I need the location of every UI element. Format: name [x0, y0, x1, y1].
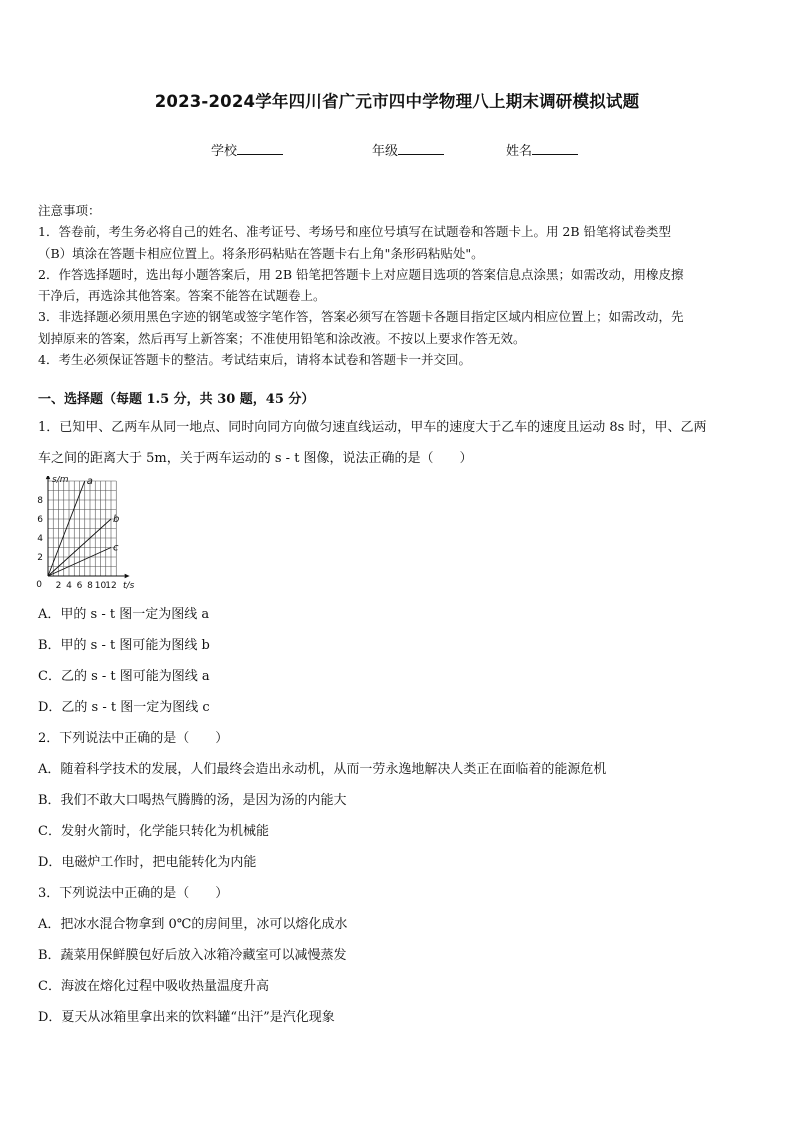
- q1-option-b[interactable]: B．甲的 s - t 图可能为图线 b: [38, 638, 210, 653]
- q1-stem-line1: 1．已知甲、乙两车从同一地点、同时向同方向做匀速直线运动，甲车的速度大于乙车的速度且运动 8s 时，甲、乙两: [38, 420, 707, 435]
- name-blank[interactable]: [532, 142, 578, 155]
- q3-option-d[interactable]: D．夏天从冰箱里拿出来的饮料罐“出汗”是汽化现象: [38, 1010, 335, 1025]
- chart-grid: [48, 481, 116, 576]
- q3-option-a[interactable]: A．把冰水混合物拿到 0℃的房间里，冰可以熔化成水: [38, 917, 348, 932]
- x-axis-arrow: [125, 574, 130, 578]
- notes-section: [38, 200, 760, 370]
- name-label: 姓名: [506, 144, 533, 159]
- school-label: 学校: [211, 144, 238, 159]
- q2-option-c[interactable]: C．发射火箭时，化学能只转化为机械能: [38, 824, 269, 839]
- x-tick-label: 10: [94, 581, 107, 591]
- y-tick-label: 6: [37, 515, 43, 525]
- q1-option-a[interactable]: A．甲的 s - t 图一定为图线 a: [38, 607, 210, 622]
- q1-option-d[interactable]: D．乙的 s - t 图一定为图线 c: [38, 700, 210, 715]
- x-tick-label: 2: [55, 581, 62, 591]
- x-tick-label: 4: [66, 581, 72, 591]
- school-blank[interactable]: [237, 142, 283, 155]
- notes-line: （B）填涂在答题卡相应位置上。将条形码粘贴在答题卡右上角"条形码粘贴处"。: [38, 245, 484, 261]
- q2-option-a[interactable]: A．随着科学技术的发展，人们最终会造出永动机，从而一劳永逸地解决人类正在面临着的能源危机: [38, 762, 607, 777]
- origin-label: 0: [36, 580, 42, 590]
- x-tick-label: 12: [105, 581, 117, 591]
- q1-option-c[interactable]: C．乙的 s - t 图可能为图线 a: [38, 669, 210, 684]
- y-axis-label: s/m: [52, 476, 69, 486]
- y-tick-label: 8: [37, 496, 43, 506]
- name-field: [506, 140, 578, 159]
- y-axis-arrow: [46, 476, 50, 479]
- notes-line: 2．作答选择题时，选出每小题答案后，用 2B 铅笔把答题卡上对应题目选项的答案信息点涂黑；如需改动，用橡皮擦: [38, 266, 684, 282]
- school-field: [211, 140, 283, 159]
- q3-option-c[interactable]: C．海波在熔化过程中吸收热量温度升高: [38, 979, 269, 994]
- x-tick-label: 6: [76, 581, 83, 591]
- q2-stem: 2．下列说法中正确的是（ ）: [38, 731, 229, 746]
- notes-line: 划掉原来的答案，然后再写上新答案；不准使用铅笔和涂改液。不按以上要求作答无效。: [38, 330, 526, 346]
- page-title: 2023-2024学年四川省广元市四中学物理八上期末调研模拟试题: [154, 92, 640, 111]
- q3-option-b[interactable]: B．蔬菜用保鲜膜包好后放入冰箱冷藏室可以减慢蒸发: [38, 948, 347, 963]
- notes-line: 3．非选择题必须用黑色字迹的钢笔或签字笔作答，答案必须写在答题卡各题目指定区域内相应位置上；如需改动，先: [38, 309, 684, 325]
- s-t-chart: [34, 476, 194, 596]
- grade-blank[interactable]: [398, 142, 444, 155]
- grade-field: [372, 140, 444, 159]
- notes-line: 4．考生必须保证答题卡的整洁。考试结束后，请将本试卷和答题卡一并交回。: [38, 352, 471, 368]
- x-tick-label: 8: [87, 581, 93, 591]
- y-tick-label: 2: [37, 553, 43, 563]
- notes-line: 干净后，再选涂其他答案。答案不能答在试题卷上。: [38, 288, 326, 304]
- x-axis-label: t/s: [123, 581, 135, 591]
- notes-heading: 注意事项：: [38, 203, 101, 218]
- series-label-a: a: [86, 476, 93, 487]
- q1-stem-line2: 车之间的距离大于 5m，关于两车运动的 s - t 图像，说法正确的是（ ）: [38, 451, 473, 466]
- y-tick-label: 4: [37, 534, 43, 544]
- q2-option-b[interactable]: B．我们不敢大口喝热气腾腾的汤，是因为汤的内能大: [38, 793, 347, 808]
- series-label-c: c: [113, 542, 119, 554]
- q2-option-d[interactable]: D．电磁炉工作时，把电能转化为内能: [38, 855, 257, 870]
- grade-label: 年级: [372, 144, 399, 159]
- q3-stem: 3．下列说法中正确的是（ ）: [38, 886, 229, 901]
- notes-line: 1．答卷前，考生务必将自己的姓名、准考证号、考场号和座位号填写在试题卷和答题卡上。用 2B 铅笔将试卷类型: [38, 224, 672, 240]
- section-title: 一、选择题（每题 1.5 分，共 30 题，45 分）: [38, 392, 315, 407]
- series-label-b: b: [113, 514, 120, 525]
